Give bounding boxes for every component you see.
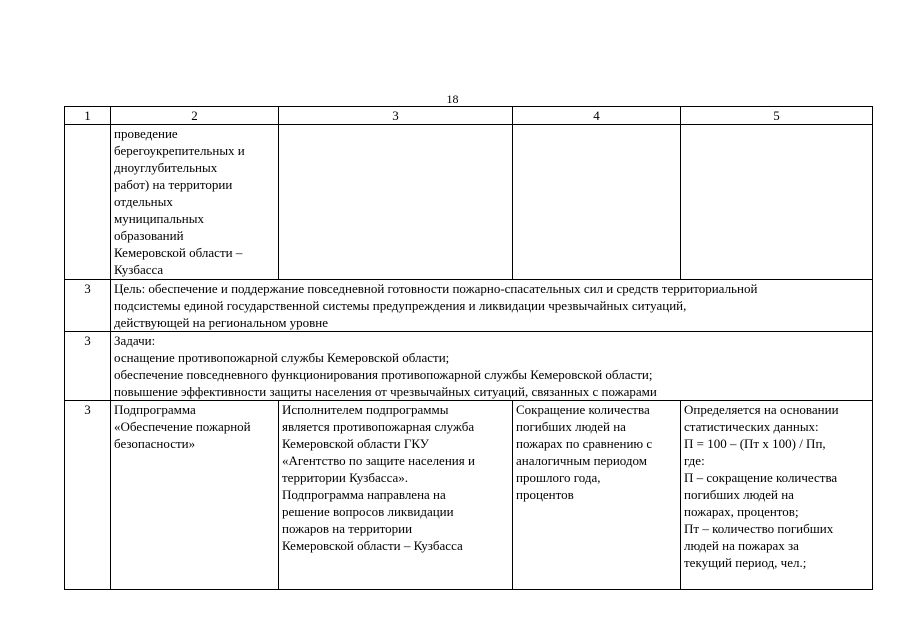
text-line: муниципальных xyxy=(114,211,205,226)
text-line: дноуглубительных xyxy=(114,160,218,175)
header-row xyxy=(65,107,873,125)
table-row-tasks xyxy=(65,332,873,401)
calculation-method-cell xyxy=(681,401,873,590)
subprogram-name-cell xyxy=(111,401,279,590)
text-line: аналогичным периодом xyxy=(516,453,647,468)
text-line: работ) на территории xyxy=(114,177,233,192)
row-number-cell: 3 xyxy=(65,280,111,332)
row-number-cell: 3 xyxy=(65,332,111,401)
text-line: статистических данных: xyxy=(684,419,819,434)
text-line: пожарах, процентов; xyxy=(684,504,799,519)
text-line: Цель: обеспечение и поддержание повседневной готовности пожарно-спасательных сил и средств территориальной xyxy=(114,281,758,296)
table-row-subprogram xyxy=(65,401,873,590)
text-line: пожаров на территории xyxy=(282,521,413,536)
row-number-cell xyxy=(65,125,111,280)
text-line: является противопожарная служба xyxy=(282,419,475,434)
empty-cell xyxy=(513,125,681,280)
text-line: обеспечение повседневного функционирования противопожарной службы Кемеровской области; xyxy=(114,367,653,382)
text-line: процентов xyxy=(516,487,574,502)
header-cell-1: 1 xyxy=(65,107,111,125)
text-line: Кемеровской области ГКУ xyxy=(282,436,429,451)
header-cell-4: 4 xyxy=(513,107,681,125)
text-line: текущий период, чел.; xyxy=(684,555,807,570)
text-line: действующей на региональном уровне xyxy=(114,315,329,330)
text-line: отдельных xyxy=(114,194,173,209)
text-line: П = 100 – (Пт х 100) / Пп, xyxy=(684,436,826,451)
text-line: «Обеспечение пожарной xyxy=(114,419,251,434)
goal-text-cell xyxy=(111,280,873,332)
subprogram-description-cell xyxy=(279,401,513,590)
text-line: Определяется на основании xyxy=(684,402,839,417)
text-line: «Агентство по защите населения и xyxy=(282,453,475,468)
text-line: повышение эффективности защиты населения от чрезвычайных ситуаций, связанных с пожарами xyxy=(114,384,657,399)
text-line: решение вопросов ликвидации xyxy=(282,504,454,519)
text-line: безопасности» xyxy=(114,436,196,451)
row-number-cell: 3 xyxy=(65,401,111,590)
text-line: погибших людей на xyxy=(684,487,794,502)
text-line: прошлого года, xyxy=(516,470,601,485)
text-line: территории Кузбасса». xyxy=(282,470,409,485)
text-line: Кемеровской области – xyxy=(114,245,243,260)
text-line: берегоукрепительных и xyxy=(114,143,245,158)
text-line: пожарах по сравнению с xyxy=(516,436,653,451)
text-line: Подпрограмма направлена на xyxy=(282,487,446,502)
text-line: Кузбасса xyxy=(114,262,164,277)
continuation-text-cell xyxy=(111,125,279,280)
text-line: проведение xyxy=(114,126,178,141)
table-row-continuation xyxy=(65,125,873,280)
text-line: оснащение противопожарной службы Кемеровской области; xyxy=(114,350,450,365)
text-line: подсистемы единой государственной системы предупреждения и ликвидации чрезвычайных ситуаций, xyxy=(114,298,687,313)
page-number: 18 xyxy=(446,92,459,106)
text-line: Пт – количество погибших xyxy=(684,521,834,536)
table-row-goal xyxy=(65,280,873,332)
tasks-text-cell xyxy=(111,332,873,401)
text-line: Задачи: xyxy=(114,333,156,348)
header-cell-2: 2 xyxy=(111,107,279,125)
text-line: Подпрограмма xyxy=(114,402,196,417)
text-line: образований xyxy=(114,228,184,243)
header-cell-5: 5 xyxy=(681,107,873,125)
empty-cell xyxy=(279,125,513,280)
text-line: П – сокращение количества xyxy=(684,470,838,485)
program-table xyxy=(64,106,873,590)
empty-cell xyxy=(681,125,873,280)
header-cell-3: 3 xyxy=(279,107,513,125)
text-line: где: xyxy=(684,453,705,468)
text-line: людей на пожарах за xyxy=(684,538,799,553)
text-line: Исполнителем подпрограммы xyxy=(282,402,449,417)
text-line: Кемеровской области – Кузбасса xyxy=(282,538,463,553)
text-line: Сокращение количества xyxy=(516,402,650,417)
text-line: погибших людей на xyxy=(516,419,626,434)
indicator-name-cell xyxy=(513,401,681,590)
